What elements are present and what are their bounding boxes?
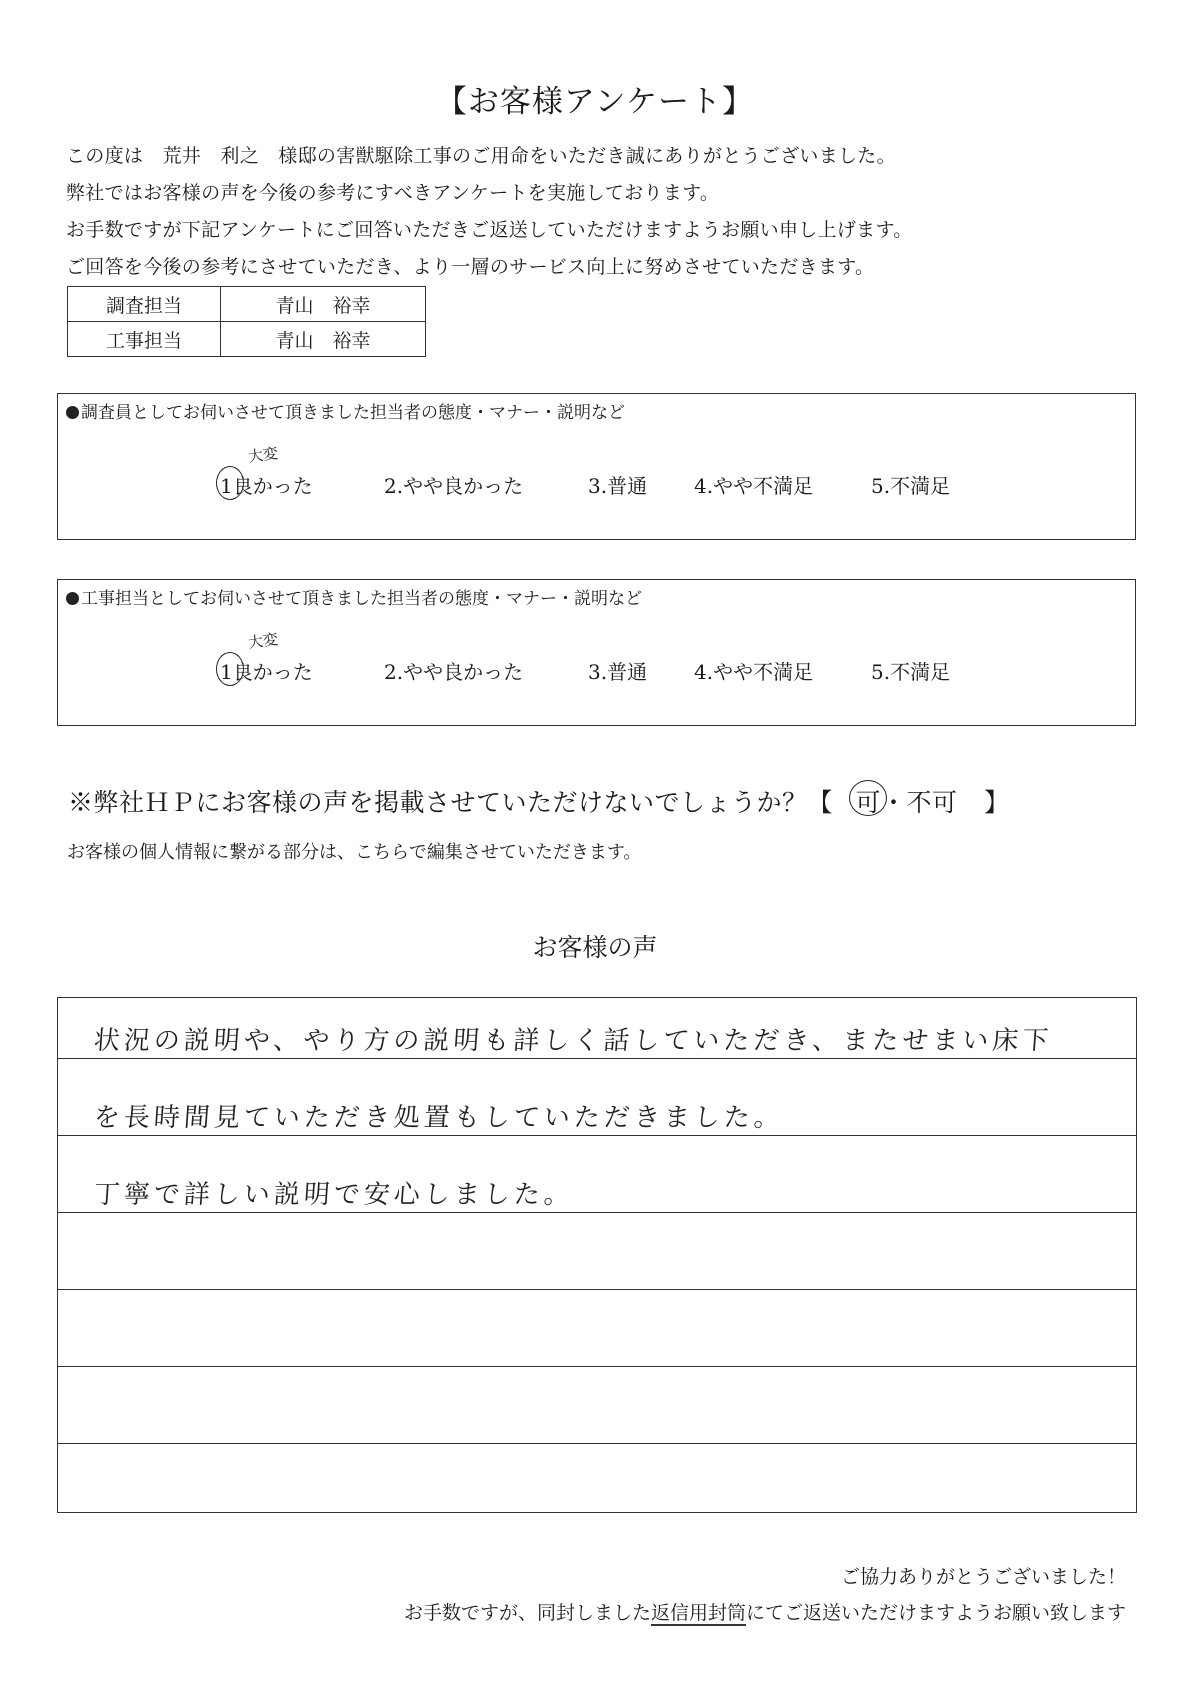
staff-name: 青山 裕幸	[221, 322, 426, 357]
ruled-line	[58, 1366, 1136, 1367]
hp-option-yes[interactable]	[855, 783, 881, 819]
staff-role: 調査担当	[68, 287, 221, 322]
customer-voice-box	[57, 997, 1137, 1513]
option-label: 可	[855, 788, 881, 817]
rating-option-5[interactable]: 5.不満足	[871, 474, 951, 498]
intro-line-2: 弊社ではお客様の声を今後の参考にすべきアンケートを実施しております。	[66, 182, 720, 204]
staff-role: 工事担当	[68, 322, 221, 357]
question-text: 調査員としてお伺いさせて頂きました担当者の態度・マナー・説明など	[81, 403, 625, 423]
intro-line-1: この度は 荒井 利之 様邸の害獣駆除工事のご用命をいただき誠にありがとうございました。	[66, 145, 896, 167]
staff-table	[67, 286, 426, 357]
rating-option-1[interactable]	[220, 656, 313, 685]
return-suffix: にてご返送いただけますようお願い致します	[745, 1602, 1126, 1624]
rating-section-survey	[57, 393, 1136, 540]
option-number: 1	[220, 660, 233, 684]
ruled-line	[58, 1135, 1136, 1136]
footer-thanks: ご協力ありがとうございました！	[840, 1566, 1126, 1588]
handwritten-annotation: 大変	[246, 443, 280, 466]
rating-section-construction	[57, 579, 1136, 726]
staff-row-survey	[68, 287, 426, 322]
handwritten-line-1: 状況の説明や、やり方の説明も詳しく話していただき、またせまい床下	[92, 1026, 1054, 1056]
return-envelope-emphasis: 返信用封筒	[650, 1602, 746, 1624]
intro-line-3: お手数ですが下記アンケートにご回答いただきご返送していただけますようお願い申し上げます。	[66, 219, 913, 241]
document-title: 【お客様アンケート】	[435, 84, 755, 120]
option-number: 1	[220, 474, 233, 498]
hp-question-text: ※弊社ＨＰにお客様の声を掲載させていただけないでしょうか？【	[68, 788, 834, 817]
bullet-icon	[66, 592, 79, 605]
return-prefix: お手数ですが、同封しました	[403, 1602, 651, 1624]
ruled-line	[58, 1289, 1136, 1290]
rating-question	[66, 584, 642, 609]
handwritten-annotation: 大変	[246, 629, 280, 652]
rating-question	[66, 398, 625, 423]
ruled-line	[58, 1058, 1136, 1059]
hp-option-no[interactable]: 不可	[906, 788, 958, 817]
handwritten-line-3: 丁寧で詳しい説明で安心しました。	[92, 1180, 575, 1210]
separator: ・	[880, 788, 907, 817]
rating-option-4[interactable]: 4.やや不満足	[694, 660, 814, 684]
selected-circle-mark	[216, 652, 244, 686]
question-text: 工事担当としてお伺いさせて頂きました担当者の態度・マナー・説明など	[81, 589, 642, 609]
hp-consent-note: お客様の個人情報に繋がる部分は、こちらで編集させていただきます。	[67, 842, 642, 863]
rating-option-1[interactable]	[220, 470, 313, 499]
rating-option-2[interactable]: 2.やや良かった	[384, 660, 524, 684]
selected-circle-mark	[216, 466, 244, 500]
ruled-line	[58, 1212, 1136, 1213]
customer-voice-title: お客様の声	[532, 933, 658, 962]
handwritten-line-2: を長時間見ていただき処置もしていただきました。	[92, 1103, 785, 1133]
option-label: 良かった	[232, 660, 313, 684]
ruled-line	[58, 1443, 1136, 1444]
option-label: 良かった	[232, 474, 313, 498]
intro-line-4: ご回答を今後の参考にさせていただき、より一層のサービス向上に努めさせていただきます。	[66, 256, 875, 278]
bracket-close: 】	[983, 788, 1010, 817]
footer-return-note	[404, 1598, 1126, 1625]
bullet-icon	[66, 406, 79, 419]
hp-consent-question	[68, 783, 1009, 819]
staff-name: 青山 裕幸	[221, 287, 426, 322]
rating-option-3[interactable]: 3.普通	[588, 474, 648, 498]
rating-options	[58, 656, 1135, 686]
rating-option-5[interactable]: 5.不満足	[871, 660, 951, 684]
rating-option-3[interactable]: 3.普通	[588, 660, 648, 684]
staff-row-construction	[68, 322, 426, 357]
rating-option-2[interactable]: 2.やや良かった	[384, 474, 524, 498]
rating-options	[58, 470, 1135, 500]
rating-option-4[interactable]: 4.やや不満足	[694, 474, 814, 498]
